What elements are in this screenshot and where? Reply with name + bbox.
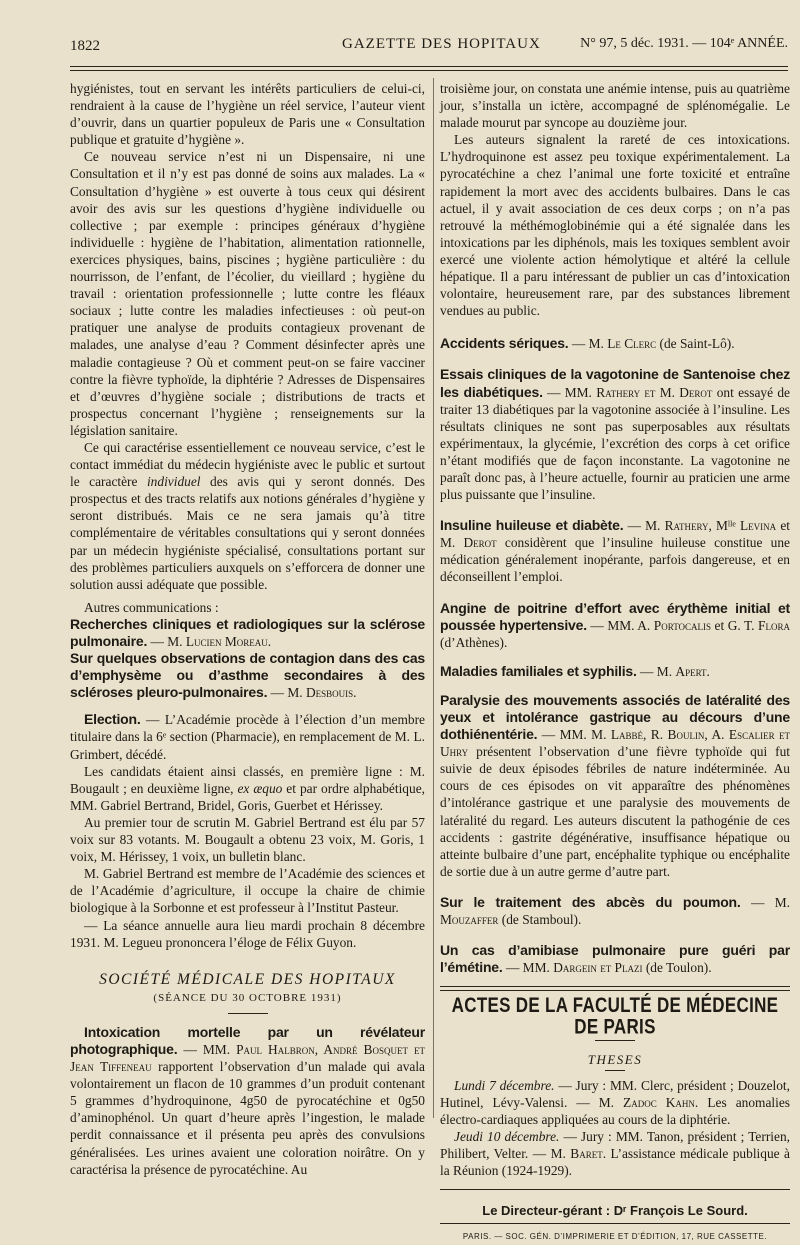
paragraph: — La séance annuelle aura lieu mardi prochain 8 décembre 1931. M. Legueu prononcera l’éloge de Félix Guyon. [70, 917, 425, 950]
paragraph: troisième jour, on constata une anémie intense, puis au quatrième jour, s’installa un ictère, accompagné de splénomégalie. Le malade mourut par syncope au douzième jour. [440, 81, 790, 131]
section-rules [440, 986, 790, 991]
communication-title: Accidents sériques. — M. Le Clerc (de Saint-Lô). [440, 335, 735, 352]
paragraph: Ce qui caractérise essentiellement ce nouveau service, c’est le contact immédiat du médecin hygiéniste avec le public et surtout le caractère individuel des avis qui y seront donnés. Des prospectus et des tracts relatifs aux notions générales d’hygiène y seront distribués. Mais ce ne sera jamais qu’à titre complémentaire de véritables consultations qui y seront données par un médecin hygiéniste spécialisé, consultations portant sur des problèmes particuliers auxquels on s’efforcera de donner une solution aussi adéquate que possible. [70, 439, 425, 592]
paragraph: Au premier tour de scrutin M. Gabriel Bertrand est élu par 57 voix sur 83 votants. M. Bougault a obtenu 23 voix, M. Goris, 1 voix, M. Hérissey, 1 voix, un bulletin blanc. [70, 814, 425, 865]
column-divider [433, 78, 434, 1118]
header-rule-bottom [70, 70, 788, 71]
paragraph: Les auteurs signalent la rareté de ces intoxications. L’hydroquinone est assez peu toxique expérimentalement. La pyrocatéchine a chez l’animal une forte toxicité et entraîne rapidement la mort avec des accidents bulbaires. Dans le cas actuel, il y avait association de ces deux corps ; on n’a pas retrouvé la méthémoglobinémie qui a été signalée dans les intoxications par les diphénols, mais les toxiques semblent avoir exercé une violente action hémolytique et altéré la cellule hépatique. Il a paru intéressant de publier un cas d’intoxication volontaire, heureusement rare, par des substances librement vendues au public. [440, 132, 790, 319]
journal-title: GAZETTE DES HOPITAUX [342, 36, 541, 52]
footer-rule [440, 1189, 790, 1190]
communication-title: Maladies familiales et syphilis. — M. Apert. [440, 662, 710, 679]
printer-line: PARIS. — SOC. GÉN. D’IMPRIMERIE ET D’ÉDITION, 17, RUE CASSETTE. [462, 1232, 768, 1242]
page-number: 1822 [70, 38, 100, 54]
communication-title: Sur le traitement des abcès du poumon. — M. Mouzaffer (de Stamboul). [440, 893, 790, 928]
right-column [440, 80, 790, 1245]
communication-paragraph: Insuline huileuse et diabète. — M. Rathery, Mˡˡᵉ Levina et M. Derot considèrent que l’insuline huileuse constitue une médication généralement inopérante, parfois dangereuse, et en déconseillent l’emploi. [440, 517, 791, 585]
communication-paragraph: Essais cliniques de la vagotonine de Santenoise chez les diabétiques. — MM. Rathery et M. Derot ont essayé de traiter 13 diabétiques par la vagotonine associée à l’insuline. Les résultats cliniques ne sont pas superposables aux résultats expérimentaux, la glycémie, l’excrétion des corps à cet orifice n’étant modifiés que de façon inconstante. La vagotonine ne paraît donc pas, à l’heure actuelle, fournir au praticien une arme plus puissante que l’insuline. [440, 366, 790, 503]
short-rule [595, 1040, 635, 1041]
paragraph: Ce nouveau service n’est ni un Dispensaire, ni une Consultation et il n’y est pas donné de soins aux malades. La « Consultation d’hygiène » est ouverte à tous ceux qui désirent avoir des avis sur les questions d’hygiène individuelle ou collective ; par exemple : principes généraux d’hygiène individuelle : hygiène de l’habitation, alimentation rationnelle, exercices physiques, bains, piscines ; hygiène particulière : du nourrisson, de l’enfant, de l’écolier, du vieillard ; hygiène du travail : orientation professionnelle ; lutte contre les fléaux sociaux ; lutte contre les maladies infectieuses : où peut-on pratiquer une analyse de produits contagieux provenant de malades, une analyse d’eau ? Comment désinfecter après une maladie contagieuse ? Où et comment peut-on se faire vacciner contre la fièvre typhoïde, la diphtérie ? Adresses de Dispensaires et d’œuvres d’hygiène sociale ; distributions de tracts et prospectus concernant l’hygiène ; renseignements sur la législation sanitaire. [70, 149, 425, 438]
left-column [70, 80, 425, 1178]
short-rule [228, 1013, 268, 1014]
footer-rule [440, 1223, 790, 1224]
communication-paragraph: Paralysie des mouvements associés de latéralité des yeux et intolérance gastrique au décours d’une dothiénentérie. — MM. M. Labbé, R. Boulin, A. Escalier et Uhry présentent l’observation d’une fièvre typhoïde qui fut suivie de deux épisodes fébriles de nature indéterminée. Au cours de ces épisodes on vit apparaître des phénomènes d’intolérance gastrique et une paralysie des mouvements de latéralité du regard. Les auteurs discutent la pathogénie de ces accidents : gastrite dégénérative, insuffisance hépatique ou atteinte bulbaire d’une part, encéphalite typhique ou encéphalite de sortie due à un autre germe d’autre part. [440, 691, 790, 879]
other-communications-label: Autres communications : [84, 599, 219, 615]
election-paragraph: Election. — L’Académie procède à l’élection d’un membre titulaire dans la 6ᵉ section (Pharmacie), en remplacement de M. L. Grimbert, décédé. [70, 711, 425, 762]
communication-title: Sur quelques observations de contagion dans des cas d’emphysème ou d’asthme secondaires à des scléroses pleuro-pulmonaires. — M. Desbouis. [70, 650, 425, 701]
communication-title: Un cas d’amibiase pulmonaire pure guéri par l’émétine. — MM. Dargein et Plazi (de Toulon). [440, 942, 790, 976]
section-date: (SÉANCE DU 30 OCTOBRE 1931) [153, 991, 342, 1004]
section-title: ACTES DE LA FACULTÉ DE MÉDECINE DE PARIS [451, 993, 779, 1039]
paragraph: Les candidats étaient ainsi classés, en première ligne : M. Bougault ; en deuxième ligne, ex æquo et par ordre alphabétique, MM. Gabriel Bertrand, Bridel, Goris, Guerbet et Hérissey. [70, 763, 425, 813]
subsection-title: THESES [587, 1051, 643, 1067]
thesis-entry: Jeudi 10 décembre. — Jury : MM. Tanon, président ; Terrien, Philibert, Velter. — M. Baret. L’assistance médicale publique à la Réunion (1924-1929). [440, 1128, 791, 1179]
thesis-entry: Lundi 7 décembre. — Jury : MM. Clerc, président ; Douzelot, Hutinel, Lévy-Valensi. — M. Zadoc Kahn. Les anomalies électro-cardiaques appliquées au cours de la diphtérie. [440, 1077, 790, 1127]
section-title: SOCIÉTÉ MÉDICALE DES HOPITAUX [99, 970, 396, 988]
paragraph: hygiénistes, tout en servant les intérêts particuliers de celui-ci, rendraient à la cause de l’hygiène un réel service, l’auteur vient d’ouvrir, dans un quartier populeux de Paris une « Consultation publique et gratuite d’hygiène ». [70, 81, 425, 148]
short-rule [605, 1070, 625, 1071]
director-line: Le Directeur-gérant : Dʳ François Le Sourd. [482, 1203, 748, 1219]
issue-info: N° 97, 5 déc. 1931. — 104ᵉ ANNÉE. [580, 36, 788, 51]
communication-title: Angine de poitrine d’effort avec érythème initial et poussée hypertensive. — MM. A. Portocalis et G. T. Flora (d’Athènes). [440, 599, 790, 650]
communication-title: Recherches cliniques et radiologiques sur la sclérose pulmonaire. — M. Lucien Moreau. [70, 615, 425, 649]
page-header [70, 36, 788, 60]
paragraph: M. Gabriel Bertrand est membre de l’Académie des sciences et de l’Académie d’agriculture, il occupe la chaire de chimie biologique à la Sorbonne et est professeur à l’Institut Pasteur. [70, 866, 425, 916]
header-rule-top [70, 66, 788, 67]
communication-paragraph: Intoxication mortelle par un révélateur photographique. — MM. Paul Halbron, André Bosquet et Jean Tiffeneau rapportent l’observation d’un malade qui avala volontairement un flacon de 10 grammes d’un produit contenant 5 grammes d’hydroquinone, 4g50 de pyrocatéchine et 0g50 d’aminophénol. Un quart d’heure après l’ingestion, le malade perdit connaissance et il présenta peu après des convulsions généralisées. Les urines avaient une coloration noirâtre. On y caractérisa la présence de pyrocatéchine. Au [70, 1023, 425, 1177]
